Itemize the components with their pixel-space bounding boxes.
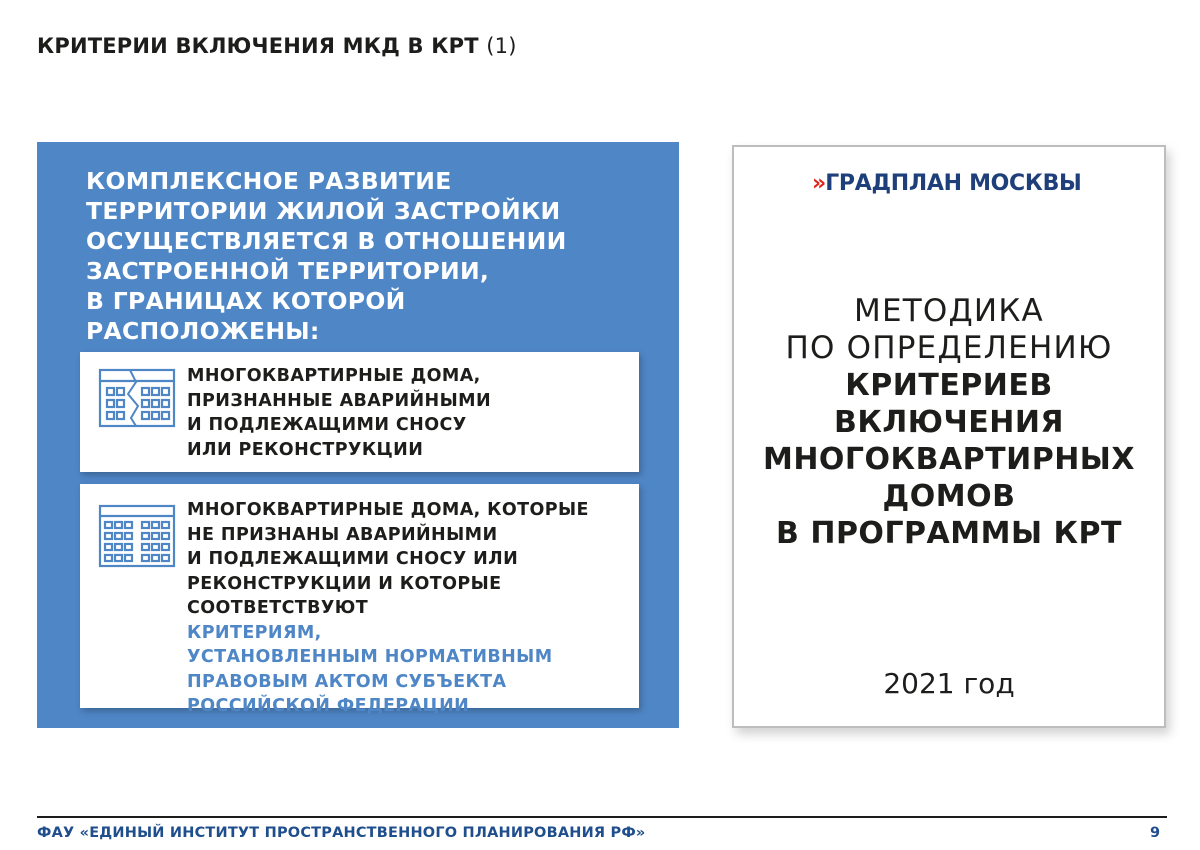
panel-heading-line: В ГРАНИЦАХ КОТОРОЙ	[86, 287, 406, 315]
damaged-building-icon	[98, 368, 176, 428]
card-emergency-text	[187, 364, 491, 462]
panel-heading-line: ЗАСТРОЕННОЙ ТЕРРИТОРИИ,	[86, 257, 490, 285]
panel-heading	[86, 166, 666, 346]
footer-organization: ФАУ «ЕДИНЫЙ ИНСТИТУТ ПРОСТРАНСТВЕННОГО ПЛАНИРОВАНИЯ РФ»	[37, 825, 646, 841]
card-non-emergency-text	[187, 498, 589, 719]
criteria-panel	[37, 142, 679, 728]
apartment-building-icon	[98, 504, 176, 568]
card-line: НЕ ПРИЗНАНЫ АВАРИЙНЫМИ	[187, 524, 498, 545]
cover-title-line: ВКЛЮЧЕНИЯ	[833, 405, 1065, 440]
cover-title-line: ДОМОВ	[882, 479, 1016, 514]
page-title	[37, 34, 517, 58]
panel-heading-line: РАСПОЛОЖЕНЫ:	[86, 317, 320, 345]
criteria-highlight-line: РОССИЙСКОЙ ФЕДЕРАЦИИ	[187, 696, 470, 716]
card-line: МНОГОКВАРТИРНЫЕ ДОМА,	[187, 366, 481, 386]
page-number: 9	[1150, 825, 1161, 841]
card-line	[187, 596, 589, 645]
panel-heading-line: ТЕРРИТОРИИ ЖИЛОЙ ЗАСТРОЙКИ	[86, 197, 561, 225]
page-title-number: (1)	[486, 34, 517, 58]
footer-divider	[37, 816, 1167, 818]
page-title-text: КРИТЕРИИ ВКЛЮЧЕНИЯ МКД В КРТ	[37, 34, 479, 58]
card-line: МНОГОКВАРТИРНЫЕ ДОМА, КОТОРЫЕ	[187, 500, 589, 520]
criteria-card-emergency	[80, 352, 639, 472]
panel-heading-line: ОСУЩЕСТВЛЯЕТСЯ В ОТНОШЕНИИ	[86, 227, 567, 255]
cover-year: 2021 год	[883, 667, 1015, 700]
cover-title-line: В ПРОГРАММЫ КРТ	[776, 516, 1122, 551]
methodology-cover	[732, 145, 1166, 728]
cover-title-line: МНОГОКВАРТИРНЫХ	[762, 442, 1136, 477]
card-line: ПРИЗНАННЫЕ АВАРИЙНЫМИ	[187, 390, 491, 411]
criteria-card-non-emergency	[80, 484, 639, 716]
criteria-highlight: КРИТЕРИЯМ,	[187, 622, 322, 643]
brand-name: ГРАДПЛАН МОСКВЫ	[825, 171, 1082, 196]
cover-title-line: МЕТОДИКА	[854, 293, 1044, 329]
cover-title-line: КРИТЕРИЕВ	[845, 368, 1053, 403]
card-line-plain: СООТВЕТСТВУЮТ	[187, 598, 369, 618]
panel-heading-line: КОМПЛЕКСНОЕ РАЗВИТИЕ	[86, 167, 452, 195]
card-line: ИЛИ РЕКОНСТРУКЦИИ	[187, 439, 424, 460]
brand-logo	[812, 171, 1082, 196]
cover-title-line: ПО ОПРЕДЕЛЕНИЮ	[785, 330, 1113, 366]
criteria-highlight-line: ПРАВОВЫМ АКТОМ СУБЪЕКТА	[187, 671, 507, 692]
chevron-right-icon: »	[812, 171, 822, 196]
criteria-highlight-line: УСТАНОВЛЕННЫМ НОРМАТИВНЫМ	[187, 647, 553, 667]
card-line: И ПОДЛЕЖАЩИМИ СНОСУ ИЛИ	[187, 549, 519, 569]
card-line: И ПОДЛЕЖАЩИМИ СНОСУ	[187, 415, 467, 435]
cover-title	[734, 293, 1164, 552]
card-line: РЕКОНСТРУКЦИИ И КОТОРЫЕ	[187, 573, 502, 594]
